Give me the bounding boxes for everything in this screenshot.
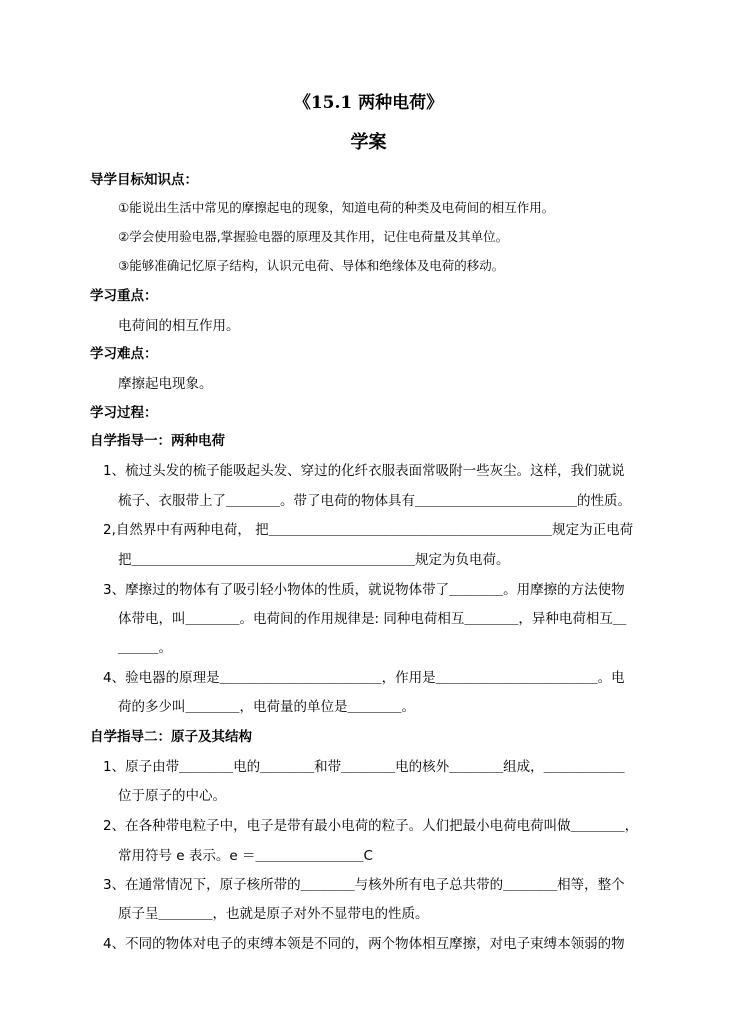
guide2-line: 1、原子由带＿＿＿＿电的＿＿＿＿和带＿＿＿＿电的核外＿＿＿＿组成，＿＿＿＿＿＿: [103, 759, 625, 775]
difficulties-text: 摩擦起电现象。: [118, 376, 213, 392]
guide2-line: 常用符号 e 表示。e ＝＿＿＿＿＿＿＿＿C: [118, 848, 373, 864]
guide2-line: 位于原子的中心。: [118, 788, 226, 804]
guide2-line: 3、在通常情况下，原子核所带的＿＿＿＿与核外所有电子总共带的＿＿＿＿相等，整个: [103, 877, 625, 893]
guide2-line: 原子呈＿＿＿＿，也就是原子对外不显带电的性质。: [118, 906, 429, 922]
guide2-heading: 自学指导二：原子及其结构: [90, 729, 252, 745]
key-points-text: 电荷间的相互作用。: [118, 318, 240, 334]
difficulties-heading: 学习难点：: [90, 346, 158, 362]
guide1-line: 荷的多少叫＿＿＿＿，电荷量的单位是＿＿＿＿。: [118, 699, 415, 715]
guide1-line: 梳子、衣服带上了＿＿＿＿。带了电荷的物体具有＿＿＿＿＿＿＿＿＿＿＿＿的性质。: [118, 493, 631, 509]
objective-item: ③能够准确记忆原子结构，认识元电荷、导体和绝缘体及电荷的移动。: [118, 258, 505, 273]
guide2-line: 4、不同的物体对电子的束缚本领是不同的，两个物体相互摩擦，对电子束缚本领弱的物: [103, 936, 625, 952]
guide2-line: 2、在各种带电粒子中，电子是带有最小电荷的粒子。人们把最小电荷电荷叫做＿＿＿＿，: [103, 818, 639, 834]
guide1-line: ＿＿＿。: [118, 640, 172, 656]
key-points-heading: 学习重点：: [90, 288, 158, 304]
objective-item: ②学会使用验电器,掌握验电器的原理及其作用，记住电荷量及其单位。: [118, 229, 509, 244]
guide1-line: 2,自然界中有两种电荷， 把＿＿＿＿＿＿＿＿＿＿＿＿＿＿＿＿＿＿＿＿＿规定为正电荷: [103, 522, 634, 538]
objectives-heading: 导学目标知识点：: [90, 172, 198, 188]
guide1-line: 体带电，叫＿＿＿＿。电荷间的作用规律是: 同种电荷相互＿＿＿＿，异种电荷相互＿: [118, 611, 627, 627]
guide1-line: 4、验电器的原理是＿＿＿＿＿＿＿＿＿＿＿＿，作用是＿＿＿＿＿＿＿＿＿＿＿＿。电: [103, 670, 625, 686]
objective-item: ①能说出生活中常见的摩擦起电的现象，知道电荷的种类及电荷间的相互作用。: [118, 200, 555, 215]
guide1-line: 把＿＿＿＿＿＿＿＿＿＿＿＿＿＿＿＿＿＿＿＿＿规定为负电荷。: [118, 552, 510, 568]
guide1-line: 3、摩擦过的物体有了吸引轻小物体的性质，就说物体带了＿＿＿＿。用摩擦的方法使物: [103, 582, 625, 598]
process-heading: 学习过程：: [90, 405, 158, 421]
document-title: 《15.1 两种电荷》: [293, 93, 444, 113]
guide1-heading: 自学指导一：两种电荷: [90, 433, 225, 449]
guide1-line: 1、梳过头发的梳子能吸起头发、穿过的化纤衣服表面常吸附一些灰尘。这样，我们就说: [103, 463, 625, 479]
document-subtitle: 学案: [350, 132, 387, 153]
